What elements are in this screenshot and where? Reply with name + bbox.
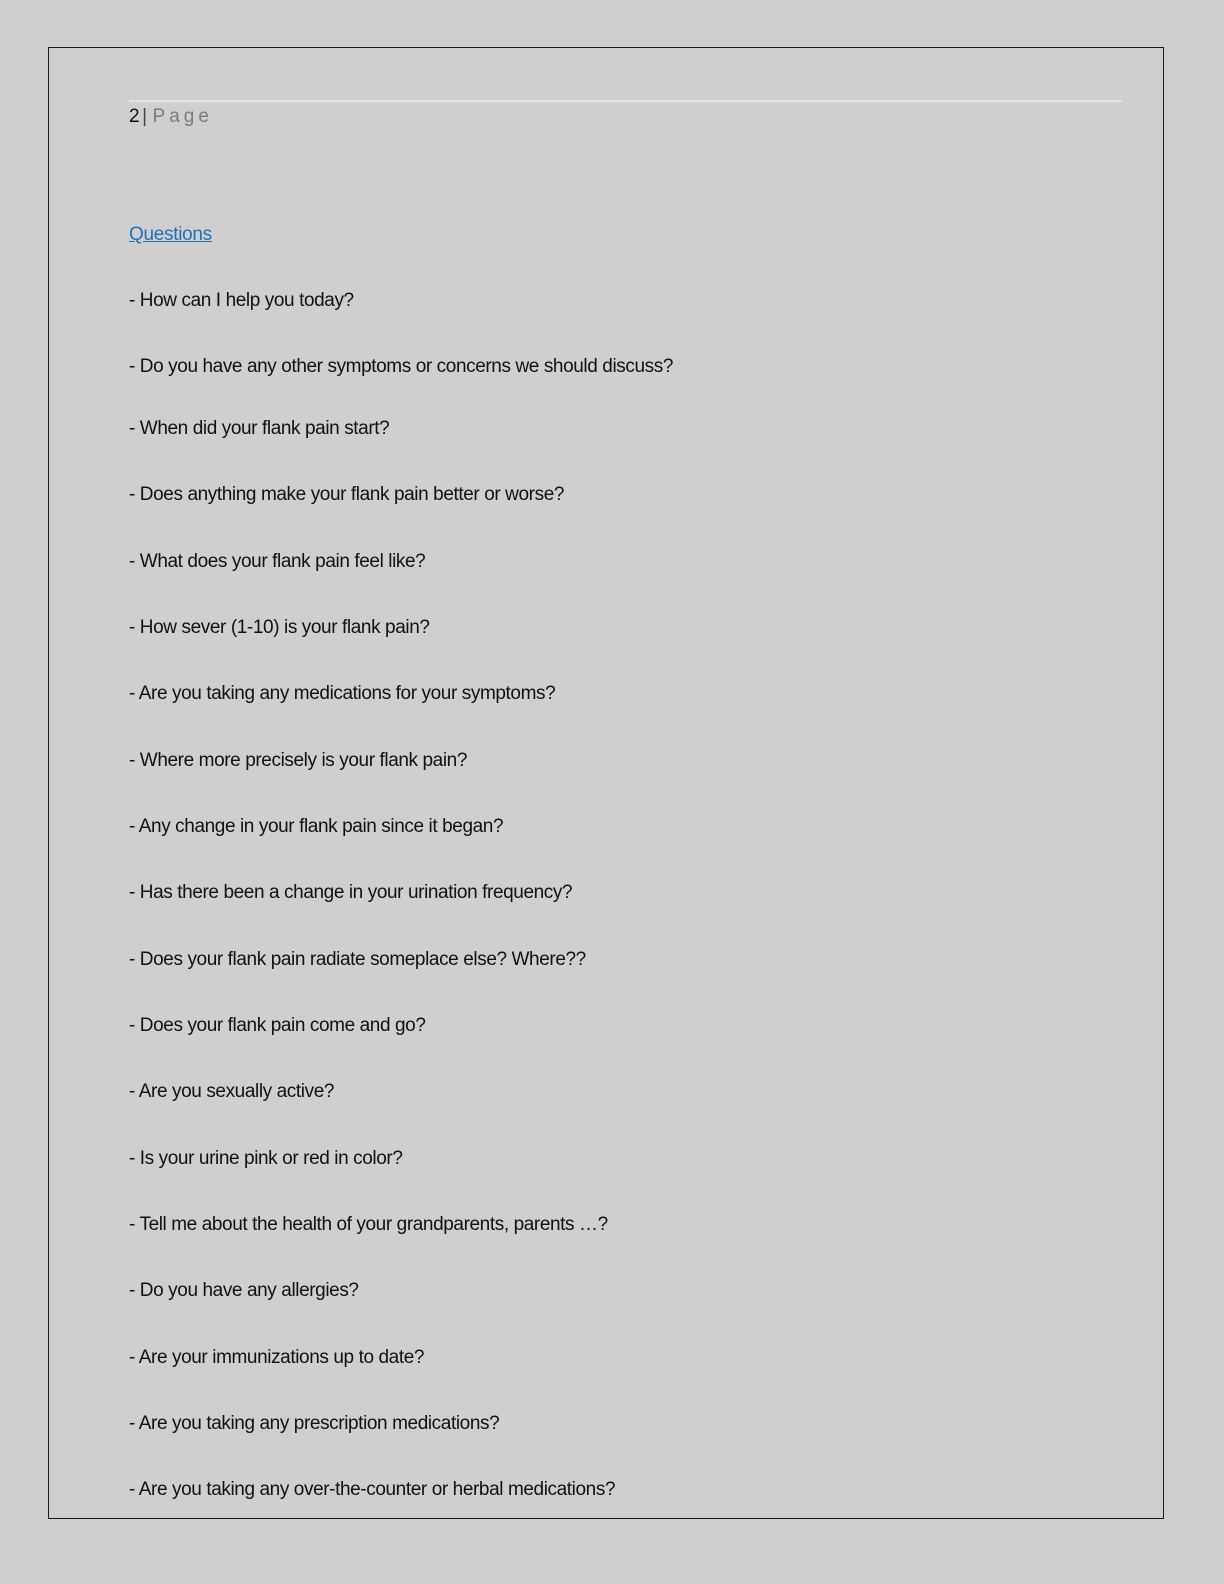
header-separator: | — [142, 106, 148, 127]
page-label: Page — [152, 106, 213, 127]
question-item: - Does anything make your flank pain better or worse? — [129, 484, 565, 505]
question-item: - Has there been a change in your urination frequency? — [129, 882, 573, 903]
document-page — [48, 47, 1164, 1519]
question-item: - Do you have any other symptoms or concerns we should discuss? — [129, 356, 674, 377]
questions-heading: Questions — [129, 224, 212, 245]
question-item: - When did your flank pain start? — [129, 418, 390, 439]
question-item: - Does your flank pain radiate someplace else? Where?? — [129, 949, 586, 970]
question-item: - Are your immunizations up to date? — [129, 1347, 425, 1368]
page-header — [129, 106, 213, 128]
question-item: - Are you taking any prescription medications? — [129, 1413, 500, 1434]
question-item: - Are you taking any over-the-counter or herbal medications? — [129, 1479, 616, 1500]
question-item: - Tell me about the health of your grandparents, parents …? — [129, 1214, 608, 1235]
question-item: - Where more precisely is your flank pain? — [129, 750, 468, 771]
question-item: - Does your flank pain come and go? — [129, 1015, 426, 1036]
header-divider — [129, 100, 1122, 102]
question-item: - Are you sexually active? — [129, 1081, 335, 1102]
question-item: - Are you taking any medications for your symptoms? — [129, 683, 556, 704]
question-item: - Any change in your flank pain since it began? — [129, 816, 504, 837]
question-item: - What does your flank pain feel like? — [129, 551, 426, 572]
question-item: - How sever (1-10) is your flank pain? — [129, 617, 430, 638]
question-item: - Do you have any allergies? — [129, 1280, 359, 1301]
question-item: - How can I help you today? — [129, 290, 354, 311]
page-number: 2 — [129, 106, 141, 127]
question-item: - Is your urine pink or red in color? — [129, 1148, 403, 1169]
